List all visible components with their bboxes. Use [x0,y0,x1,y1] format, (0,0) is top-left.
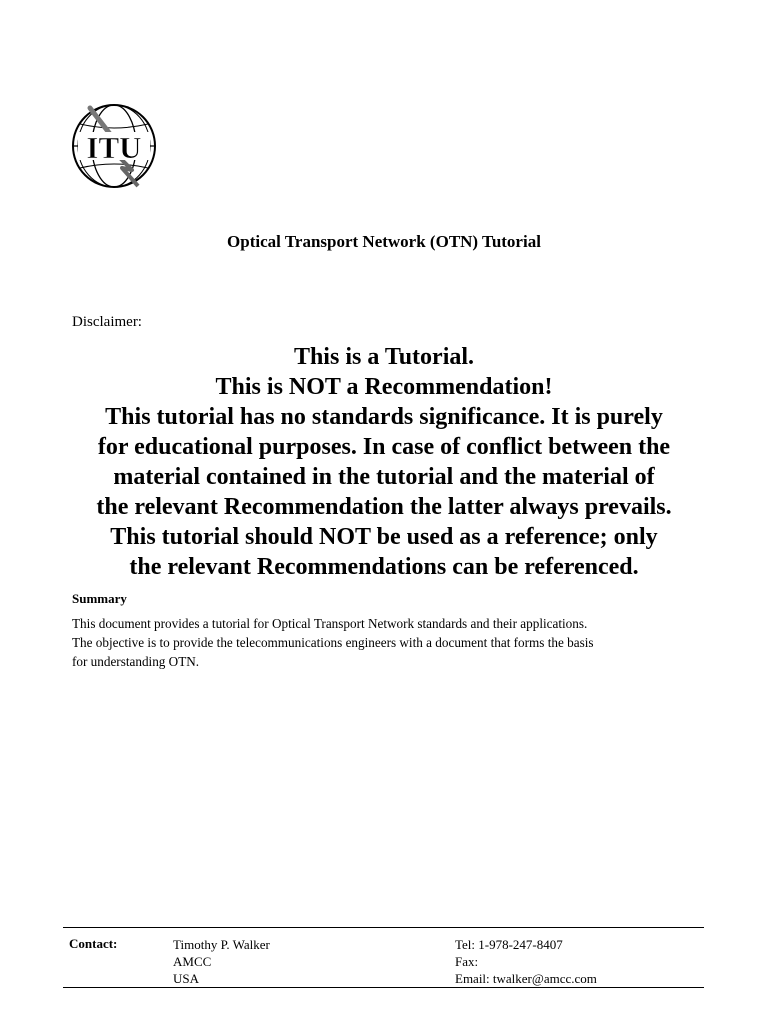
document-title: Optical Transport Network (OTN) Tutorial [227,232,541,251]
summary-heading: Summary [72,591,127,606]
contact-label: Contact: [69,936,118,951]
disclaimer-line: This tutorial should NOT be used as a reference; only [110,524,658,550]
contact-name: Timothy P. Walker [173,937,270,952]
contact-tel: Tel: 1-978-247-8407 [455,937,563,952]
contact-details [173,936,270,987]
summary-line: The objective is to provide the telecommunications engineers with a document that forms the basis [72,635,594,650]
disclaimer-line: for educational purposes. In case of conflict between the [97,434,671,460]
contact-email: Email: twalker@amcc.com [455,971,597,986]
contact-channels [455,936,597,987]
contact-fax: Fax: [455,954,479,969]
disclaimer-text [60,342,708,582]
disclaimer-line: the relevant Recommendations can be referenced. [129,554,639,580]
contact-country: USA [173,971,200,986]
summary-line: This document provides a tutorial for Optical Transport Network standards and their applications. [72,616,588,631]
summary-line: for understanding OTN. [72,654,200,669]
contact-company: AMCC [173,954,212,969]
itu-globe-icon [64,96,164,196]
disclaimer-line: material contained in the tutorial and the material of [113,464,655,490]
contact-bottom-rule [63,987,704,988]
disclaimer-line: This is a Tutorial. [293,344,475,370]
disclaimer-label: Disclaimer: [72,314,142,330]
logo-text: ITU [86,130,142,165]
summary-text [72,614,712,671]
contact-top-rule [63,927,704,928]
itu-logo [64,96,164,196]
disclaimer-line: This tutorial has no standards significance. It is purely [105,404,663,430]
disclaimer-line: This is NOT a Recommendation! [215,374,553,400]
disclaimer-line: the relevant Recommendation the latter always prevails. [96,494,672,520]
